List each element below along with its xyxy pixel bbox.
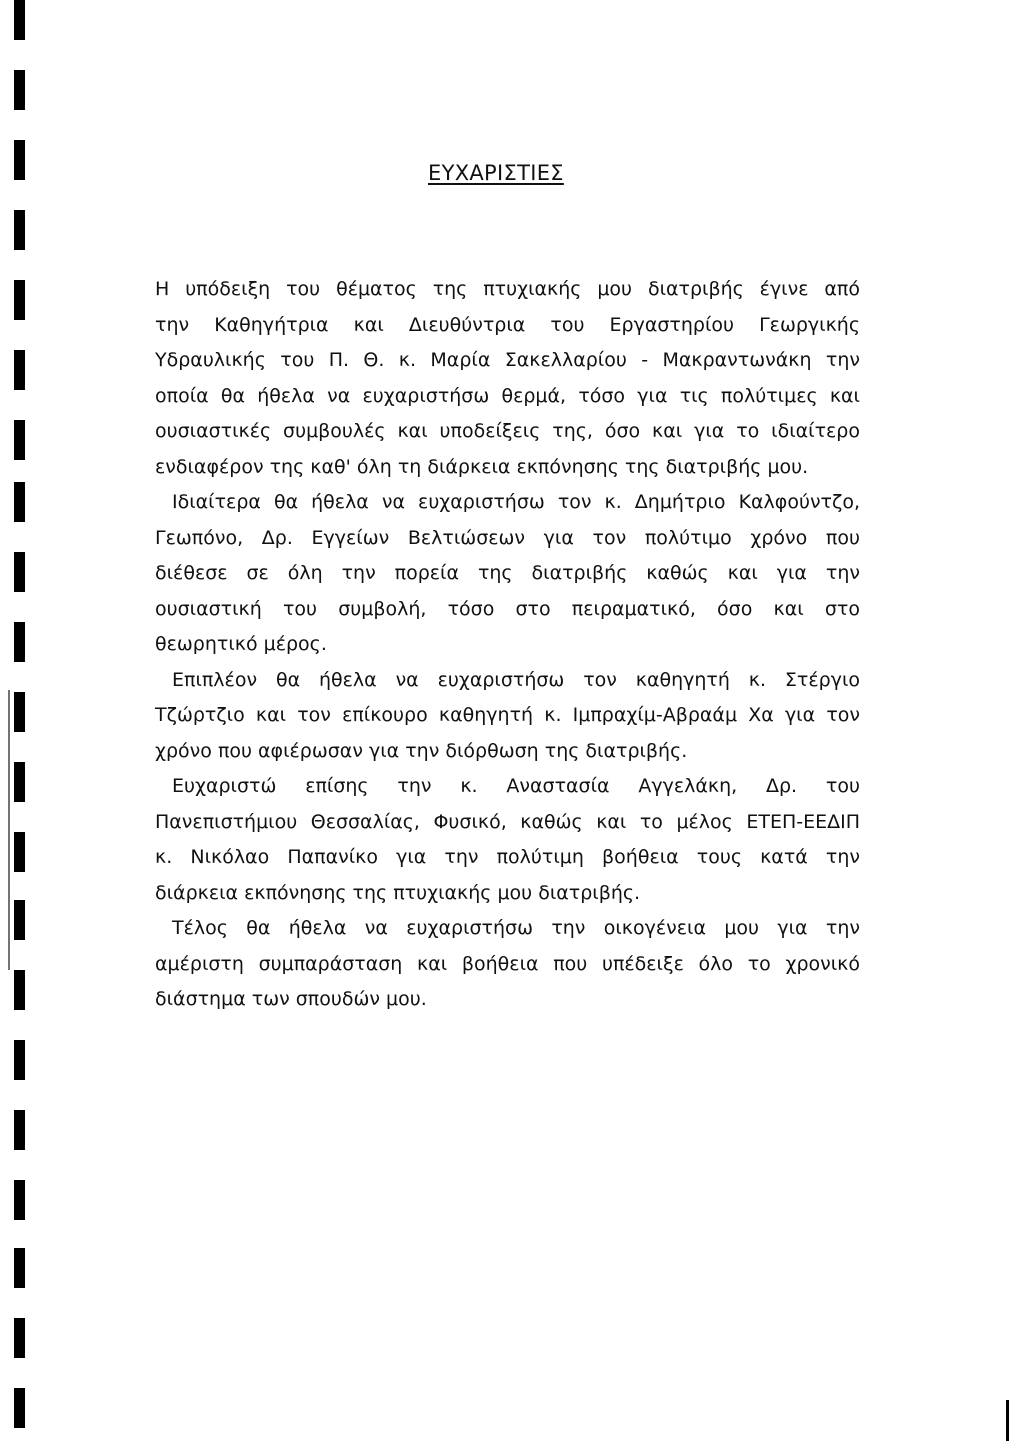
text-line: οποία θα ήθελα να ευχαριστήσω θερμά, τόσο για τις πολύτιμες και [155, 384, 860, 407]
text-line: ουσιαστική του συμβολή, τόσο στο πειραματικό, όσο και στο [155, 597, 860, 620]
paragraph-5 [155, 911, 860, 1018]
binding-mark [14, 140, 25, 180]
text-line: θεωρητικό μέρος. [155, 633, 327, 655]
paragraph-4 [155, 769, 860, 911]
binding-mark [14, 552, 25, 592]
binding-edge-line [8, 690, 10, 970]
text-line: Ιδιαίτερα θα ήθελα να ευχαριστήσω τον κ. Δημήτριο Καλφούντζο, [172, 491, 860, 513]
text-line: Τζώρτζιο και τον επίκουρο καθηγητή κ. Ιμπραχίμ-Αβραάμ Χα για τον [155, 704, 860, 726]
page-title: ΕΥΧΑΡΙΣΤΙΕΣ [428, 161, 564, 185]
text-line: διάρκεια εκπόνησης της πτυχιακής μου διατριβής. [155, 881, 641, 904]
binding-mark [14, 1388, 25, 1428]
binding-mark [14, 1180, 25, 1220]
binding-mark [14, 350, 25, 390]
binding-mark [14, 210, 25, 250]
binding-mark [14, 70, 25, 110]
text-line: ουσιαστικές συμβουλές και υποδείξεις της, όσο και για το ιδιαίτερο [155, 420, 860, 442]
text-line: Ευχαριστώ επίσης την κ. Αναστασία Αγγελάκη, Δρ. του [172, 775, 860, 797]
binding-mark [14, 900, 25, 940]
text-line: χρόνο που αφιέρωσαν για την διόρθωση της διατριβής. [155, 739, 688, 762]
text-line: Υδραυλικής του Π. Θ. κ. Μαρία Σακελλαρίου - Μακραντωνάκη την [155, 349, 860, 371]
text-line: Γεωπόνο, Δρ. Εγγείων Βελτιώσεων για τον πολύτιμο χρόνο που [155, 526, 860, 549]
text-line: Τέλος θα ήθελα να ευχαριστήσω την οικογένεια μου για την [172, 917, 860, 939]
binding-edge-marks [0, 0, 40, 1441]
text-line: Επιπλέον θα ήθελα να ευχαριστήσω τον καθηγητή κ. Στέργιο [172, 668, 860, 691]
binding-mark [14, 1318, 25, 1358]
binding-mark [14, 970, 25, 1010]
binding-mark [14, 692, 25, 732]
text-line: αμέριστη συμπαράσταση και βοήθεια που υπέδειξε όλο το χρονικό [155, 952, 860, 975]
text-line: ενδιαφέρον της καθ' όλη τη διάρκεια εκπόνησης της διατριβής μου. [155, 455, 809, 478]
text-line: την Καθηγήτρια και Διευθύντρια του Εργαστηρίου Γεωργικής [155, 313, 860, 336]
binding-mark [14, 762, 25, 802]
acknowledgements-body [155, 272, 860, 1018]
text-line: κ. Νικόλαο Παπανίκο για την πολύτιμη βοήθεια τους κατά την [155, 846, 860, 868]
text-line: διάστημα των σπουδών μου. [155, 988, 427, 1010]
paragraph-2 [155, 485, 860, 663]
scan-edge-mark [1006, 1400, 1009, 1441]
binding-mark [14, 1040, 25, 1080]
paragraph-3 [155, 663, 860, 770]
binding-mark [14, 420, 25, 460]
paragraph-1 [155, 272, 860, 485]
binding-mark [14, 832, 25, 872]
text-line: Πανεπιστήμιου Θεσσαλίας, Φυσικό, καθώς και το μέλος ΕΤΕΠ-ΕΕΔΙΠ [155, 810, 860, 833]
text-line: διέθεσε σε όλη την πορεία της διατριβής καθώς και για την [155, 562, 860, 584]
binding-mark [14, 622, 25, 662]
text-line: Η υπόδειξη του θέματος της πτυχιακής μου διατριβής έγινε από [155, 278, 860, 300]
binding-mark [14, 482, 25, 522]
binding-mark [14, 1248, 25, 1288]
binding-mark [14, 0, 25, 40]
binding-mark [14, 280, 25, 320]
binding-mark [14, 1110, 25, 1150]
